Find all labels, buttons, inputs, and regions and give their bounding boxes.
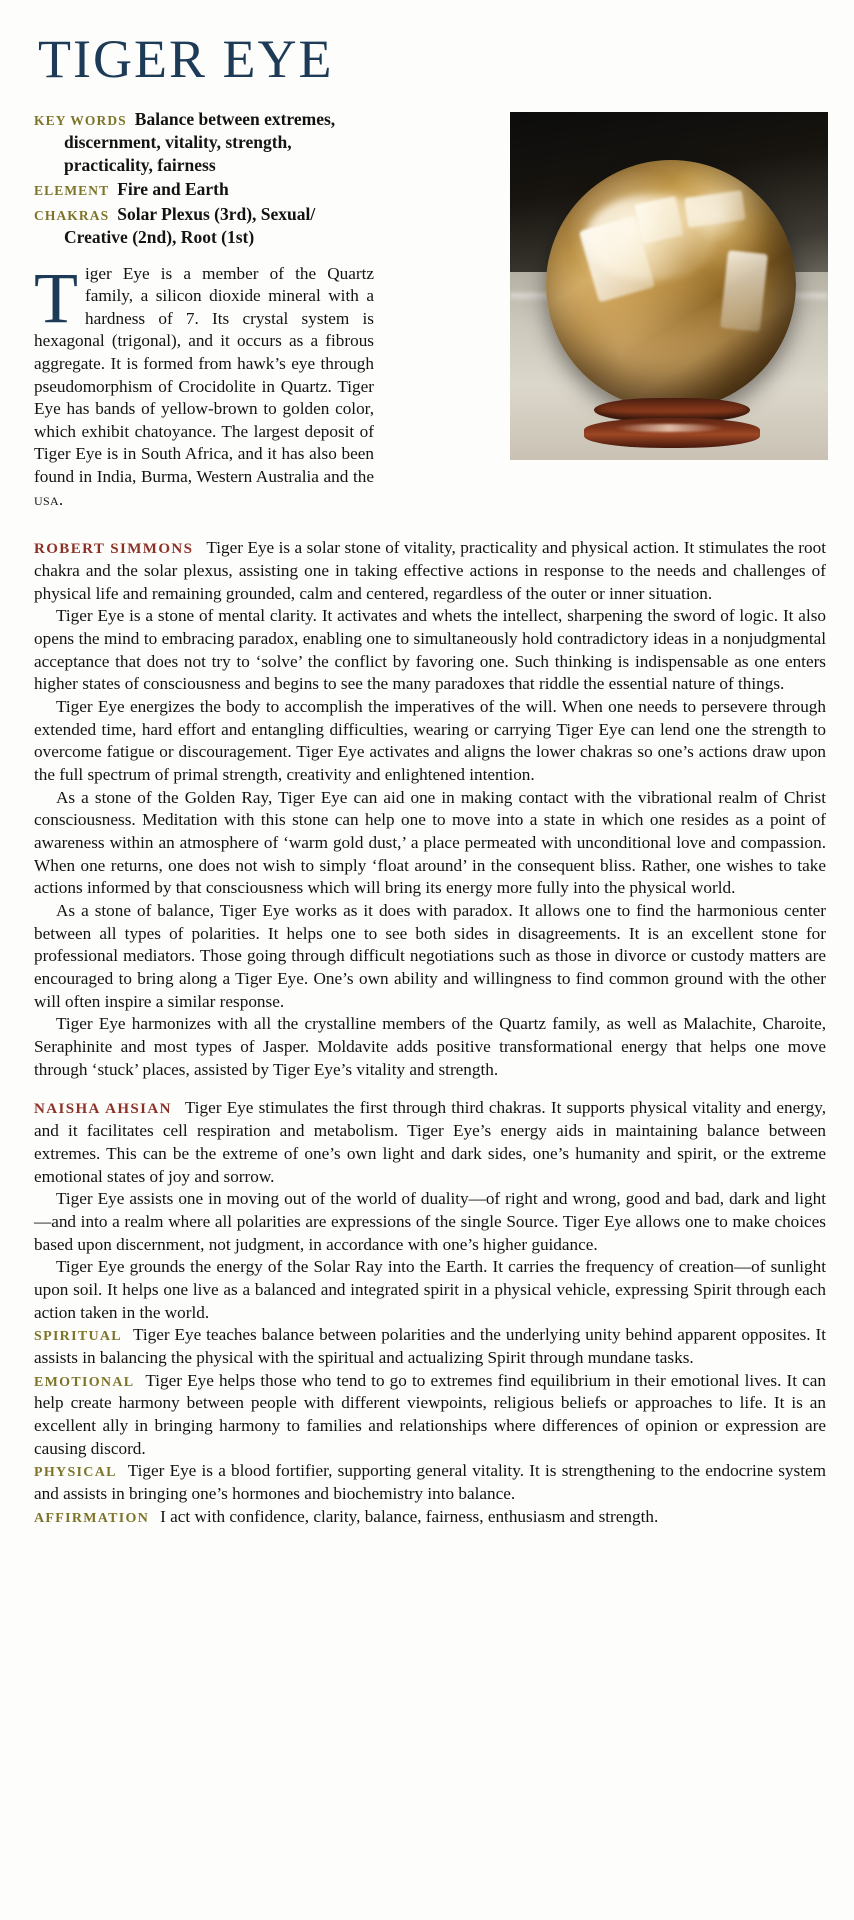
category-affirmation	[34, 1506, 826, 1529]
meta-label-keywords: KEY WORDS	[34, 113, 127, 128]
wooden-stand	[584, 398, 760, 460]
author-label-robert-simmons: ROBERT SIMMONS	[34, 541, 194, 558]
meta-value-chakras: Solar Plexus (3rd), Sexual/	[117, 204, 316, 224]
sphere-facet-highlight	[579, 215, 655, 302]
section-robert-simmons-p5: As a stone of balance, Tiger Eye works as it does with paradox. It allows one to find the harmonious center between all types of polarities. It helps one to see both sides in disagreements. It is an excellent stone for professional mediators. Those going through difficult negotiations such as those in divorce or custody matters are encouraged to bring along a Tiger Eye. One’s own ability and willingness to find common ground with the other will often inspire a similar response.	[34, 901, 826, 1011]
meta-row-element	[34, 178, 384, 201]
section-robert-simmons-p3: Tiger Eye energizes the body to accomplish the imperatives of the will. When one needs to persevere through extended time, hard effort and entangling difficulties, wearing or carrying Tiger Eye can lend one the strength to overcome fatigue or discouragement. Tiger Eye activates and aligns the lower chakras so one’s actions draw upon the full spectrum of primal strength, creativity and enlightened intention.	[34, 697, 826, 785]
meta-value-keywords-line2: discernment, vitality, strength,	[64, 131, 292, 152]
sphere-facet-highlight	[720, 250, 768, 332]
category-text-affirmation: I act with confidence, clarity, balance, fairness, enthusiasm and strength.	[160, 1506, 659, 1526]
category-label-emotional: EMOTIONAL	[34, 1374, 135, 1390]
category-physical	[34, 1460, 826, 1505]
meta-value-element: Fire and Earth	[117, 179, 229, 200]
page-title: TIGER EYE	[38, 29, 334, 89]
intro-text: iger Eye is a member of the Quartz family, a silicon dioxide mineral with a hardness of 7. Its crystal system is hexagonal (trigonal), and it occurs as a fibrous aggregate. It is formed from hawk’s eye through pseudomorphism of Crocidolite in Quartz. Tiger Eye has bands of yellow-brown to golden color, which exhibit chatoyance. The largest deposit of Tiger Eye is in South Africa, and it has also been found in India, Burma, Western Australia and the	[34, 263, 374, 486]
meta-value-keywords-line3: practicality, fairness	[64, 154, 216, 175]
category-text-spiritual: Tiger Eye teaches balance between polarities and the underlying unity behind apparent opposites. It assists in balancing the physical with the spiritual and actualizing Spirit through mundane tasks.	[34, 1325, 826, 1367]
section-robert-simmons-p6: Tiger Eye harmonizes with all the crystalline members of the Quartz family, as well as Malachite, Charoite, Seraphinite and most types of Jasper. Moldavite adds positive transformational energy that helps one move through ‘stuck’ places, assisted by Tiger Eye’s vitality and strength.	[34, 1014, 826, 1079]
stand-lower-ring	[584, 418, 760, 448]
meta-row-keywords	[34, 108, 384, 176]
keyword-meta-block	[34, 108, 384, 249]
meta-row-chakras	[34, 203, 384, 249]
author-label-naisha-ahsian: NAISHA AHSIAN	[34, 1101, 172, 1118]
paragraph-text: Tiger Eye stimulates the first through third chakras. It supports physical vitality and energy, and it facilitates cell respiration and metabolism. Tiger Eye’s energy aids in maintaining balance between extremes. This can be the extreme of one’s own light and dark sides, one’s humanity and spirit, or the extreme emotional states of joy and sorrow.	[34, 1098, 826, 1186]
intro-text-end: .	[58, 489, 64, 509]
header-and-photo-area	[34, 108, 826, 511]
category-spiritual	[34, 1324, 826, 1369]
stand-highlight	[614, 424, 724, 432]
paragraph-text: Tiger Eye is a solar stone of vitality, practicality and physical action. It stimulates the root chakra and the solar plexus, assisting one in taking effective actions in response to the needs and challenges of physical life and remaining grounded, calm and centered, regardless of the outer or inner situation.	[34, 538, 826, 603]
main-body	[34, 511, 826, 1528]
section-robert-simmons-p4: As a stone of the Golden Ray, Tiger Eye can aid one in making contact with the vibrational realm of Christ consciousness. Meditation with this stone can help one to move into a state in which one resides as a point of awareness within an atmosphere of ‘warm gold dust,’ a place permeated with unconditional love and compassion. When one returns, one does not wish to simply ‘float around’ in the consequent bliss. Rather, one wishes to take actions informed by that consciousness which will bring its energy more fully into the physical world.	[34, 787, 826, 898]
intro-paragraph	[34, 257, 374, 512]
category-text-physical: Tiger Eye is a blood fortifier, supporting general vitality. It is strengthening to the endocrine system and assists in bringing one’s hormones and biochemistry into balance.	[34, 1461, 826, 1503]
photo-inner	[510, 112, 828, 460]
drop-cap: T	[34, 257, 78, 338]
section-naisha-ahsian-p3: Tiger Eye grounds the energy of the Solar Ray into the Earth. It carries the frequency of creation—of sunlight upon soil. It helps one live as a balanced and integrated spirit in a physical vehicle, expressing Spirit through each action taken in the world.	[34, 1257, 826, 1322]
section-naisha-ahsian-p1	[34, 1097, 826, 1188]
section-naisha-ahsian-p2: Tiger Eye assists one in moving out of the world of duality—of right and wrong, good and bad, dark and light—and into a realm where all polarities are expressions of the single Source. Tiger Eye allows one to make choices based upon discernment, not judgment, in accordance with one’s higher guidance.	[34, 1189, 826, 1254]
category-label-physical: PHYSICAL	[34, 1465, 117, 1481]
intro-usa-smallcaps: usa	[34, 489, 59, 509]
meta-label-chakras: CHAKRAS	[34, 208, 110, 223]
meta-label-element: ELEMENT	[34, 183, 110, 199]
section-robert-simmons-p2: Tiger Eye is a stone of mental clarity. It activates and whets the intellect, sharpening the sword of logic. It also opens the mind to embracing paradox, enabling one to simultaneously hold contradictory ideas in a nonjudgmental acceptance that does not try to ‘solve’ the conflict by favoring one. Such thinking is indispensable as one enters higher states of consciousness and begins to see the many paradoxes that riddle the essential nature of things.	[34, 606, 826, 694]
tiger-eye-sphere	[546, 160, 796, 410]
tiger-eye-sphere-photo	[510, 112, 828, 460]
category-label-spiritual: SPIRITUAL	[34, 1329, 122, 1345]
sphere-facet-highlight	[684, 190, 746, 228]
meta-value-chakras-line2: Creative (2nd), Root (1st)	[64, 226, 255, 247]
category-label-affirmation: AFFIRMATION	[34, 1510, 150, 1526]
category-emotional	[34, 1370, 826, 1461]
sphere-facet-highlight	[634, 196, 683, 244]
section-robert-simmons-p1	[34, 537, 826, 605]
category-text-emotional: Tiger Eye helps those who tend to go to extremes find equilibrium in their emotional lives. It can help create harmony between people with different viewpoints, religious beliefs or approaches to life. It is an excellent ally in bringing harmony to families and relationships where differences of opinion or expression are causing discord.	[34, 1370, 826, 1458]
meta-value-keywords: Balance between extremes,	[134, 109, 336, 129]
